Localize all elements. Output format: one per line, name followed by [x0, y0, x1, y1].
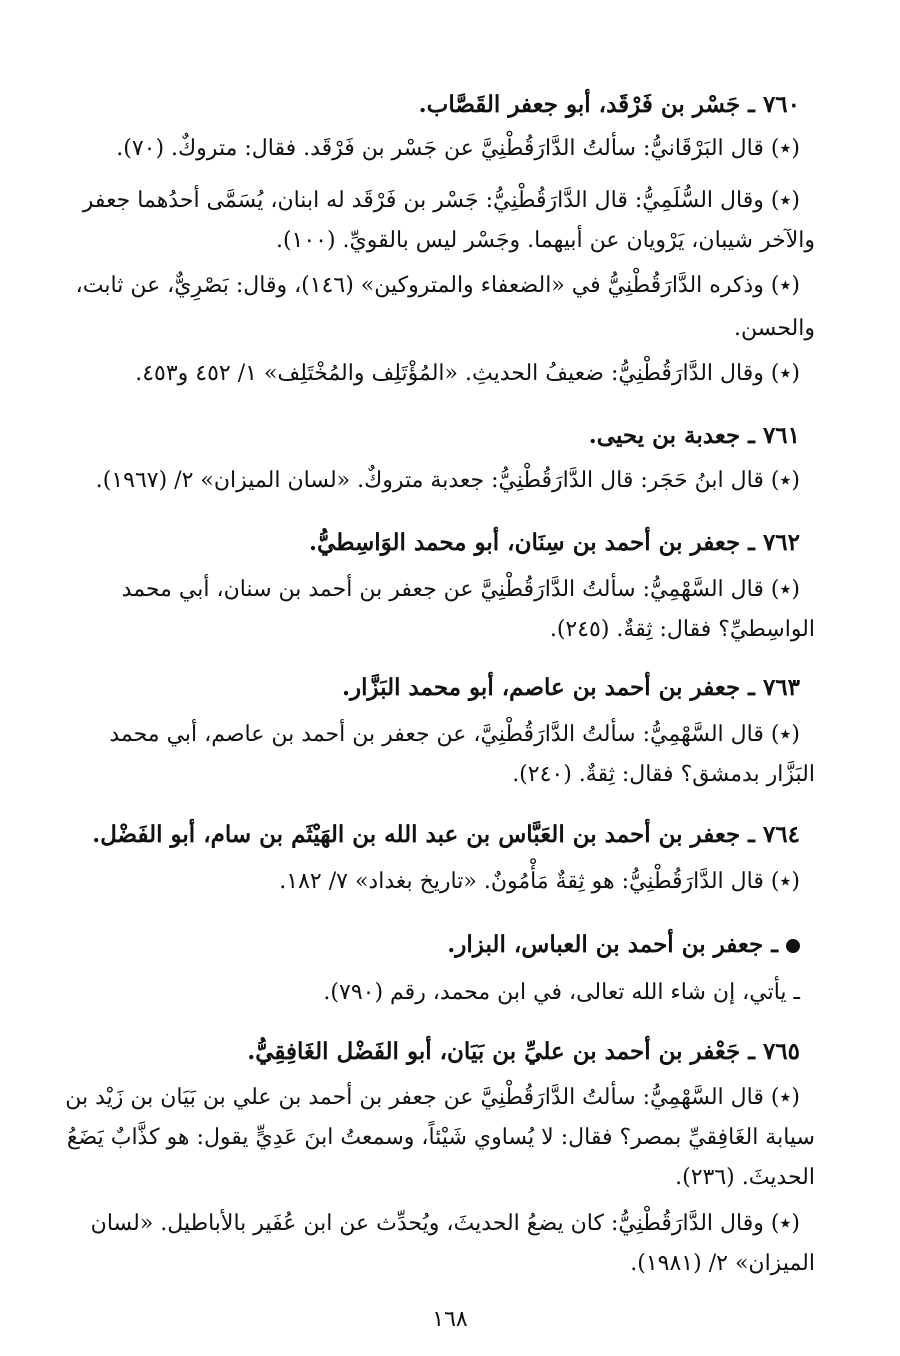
paragraph-line: [0, 129, 900, 169]
entry-heading: [0, 815, 900, 855]
paragraph-text: (٭) قال السَّهْمِيُّ: سألتُ الدَّارَقُطْنِيَّ عن جعفر بن أحمد بن علي بن بَيَان بن زَيْد بن: [65, 1085, 800, 1110]
paragraph-text: الواسِطيِّ؟ فقال: ثِقةٌ. (٢٤٥).: [549, 617, 815, 642]
paragraph-line: [0, 715, 900, 755]
paragraph-text: (٭) وقال الدَّارَقُطْنِيُّ: كان يضعُ الحديثَ، ويُحدِّث عن ابن عُفَير بالأباطيل. «لسان: [90, 1211, 800, 1236]
paragraph-line: [0, 862, 900, 902]
paragraph-text: (٭) وقال السُّلَمِيُّ: قال الدَّارَقُطْنِيُّ: جَسْر بن فَرْقَد له ابنان، يُسَمَّى أحدُهما جعفر: [82, 188, 800, 213]
paragraph-line: [0, 221, 900, 261]
paragraph-line: [0, 755, 900, 795]
entry-heading-text: ٧٦٣ ـ جعفر بن أحمد بن عاصم، أبو محمد البَزَّار.: [341, 674, 800, 701]
paragraph-line: [0, 461, 900, 501]
entry-heading: [0, 668, 900, 708]
paragraph-line: [0, 354, 900, 394]
entry-heading-text: ـ جعفر بن أحمد بن العباس، البزار.: [447, 931, 778, 958]
paragraph-text: (٭) قال السَّهْمِيُّ: سألتُ الدَّارَقُطْنِيَّ، عن جعفر بن أحمد بن عاصم، أبي محمد: [109, 722, 800, 747]
paragraph-text: سيابة الغَافِقيِّ بمصر؟ فقال: لا يُساوي شَيْئاً، وسمعتُ ابنَ عَدِيٍّ يقول: هو كذَّابٌ يَضَعُ: [66, 1125, 815, 1150]
paragraph-line: [0, 1118, 900, 1158]
entry-heading-text: ٧٦٤ ـ جعفر بن أحمد بن العَبَّاس بن عبد الله بن الهَيْثَم بن سام، أبو الفَضْل.: [92, 821, 800, 848]
entry-heading-text: ٧٦٥ ـ جَعْفر بن أحمد بن عليِّ بن بَيَان، أبو الفَضْل الغَافِقِيُّ.: [247, 1038, 800, 1065]
entry-heading: [0, 416, 900, 456]
paragraph-line: [0, 610, 900, 650]
paragraph-line: [0, 1204, 900, 1244]
entry-heading: [0, 925, 900, 965]
paragraph-text: البَزَّار بدمشق؟ فقال: ثِقةٌ. (٢٤٠).: [512, 762, 815, 787]
paragraph-text: (٭) وقال الدَّارَقُطْنِيُّ: ضعيفُ الحديثِ. «المُؤْتَلِف والمُخْتَلِف» ١/ ٤٥٢ و٤٥٣.: [135, 361, 800, 386]
paragraph-line: [0, 1244, 900, 1284]
paragraph-text: ـ يأتي، إن شاء الله تعالى، في ابن محمد، رقم (٧٩٠).: [323, 980, 800, 1005]
paragraph-line: [0, 973, 900, 1013]
entry-heading: [0, 85, 900, 125]
paragraph-text: (٭) قال الدَّارَقُطْنِيُّ: هو ثِقةٌ مَأْمُونٌ. «تاريخ بغداد» ٧/ ١٨٢.: [279, 869, 800, 894]
paragraph-text: (٭) قال السَّهْمِيُّ: سألتُ الدَّارَقُطْنِيَّ عن جعفر بن أحمد بن سنان، أبي محمد: [121, 577, 800, 602]
paragraph-line: [0, 266, 900, 306]
paragraph-line: [0, 1078, 900, 1118]
paragraph-text: والآخر شيبان، يَرْويان عن أبيهما. وجَسْر ليس بالقويِّ. (١٠٠).: [275, 228, 815, 253]
paragraph-text: الميزان» ٢/ (١٩٨١).: [630, 1251, 815, 1276]
entry-heading: [0, 1032, 900, 1072]
bullet-icon: [786, 939, 800, 953]
paragraph-line: [0, 1158, 900, 1198]
paragraph-text: الحديثَ. (٢٣٦).: [675, 1165, 815, 1190]
entry-heading-text: ٧٦٠ ـ جَسْر بن فَرْقَد، أبو جعفر القَصَّاب.: [418, 91, 800, 118]
paragraph-text: (٭) قال ابنُ حَجَر: قال الدَّارَقُطْنِيُّ: جعدبة متروكٌ. «لسان الميزان» ٢/ (١٩٦٧).: [95, 468, 800, 493]
page-number: ١٦٨: [432, 1307, 468, 1332]
paragraph-text: والحسن.: [733, 316, 815, 341]
paragraph-line: [0, 309, 900, 349]
paragraph-line: [0, 570, 900, 610]
paragraph-text: (٭) وذكره الدَّارَقُطْنِيُّ في «الضعفاء والمتروكين» (١٤٦)، وقال: بَصْرِيٌّ، عن ثابت،: [75, 273, 800, 298]
entry-heading: [0, 523, 900, 563]
paragraph-text: (٭) قال البَرْقَانيُّ: سألتُ الدَّارَقُطْنِيَّ عن جَسْر بن فَرْقَد. فقال: متروكٌ. (٧٠).: [116, 136, 800, 161]
paragraph-line: [0, 181, 900, 221]
entry-heading-text: ٧٦١ ـ جعدبة بن يحيى.: [588, 422, 800, 449]
entry-heading-text: ٧٦٢ ـ جعفر بن أحمد بن سِنَان، أبو محمد الوَاسِطيُّ.: [308, 529, 800, 556]
